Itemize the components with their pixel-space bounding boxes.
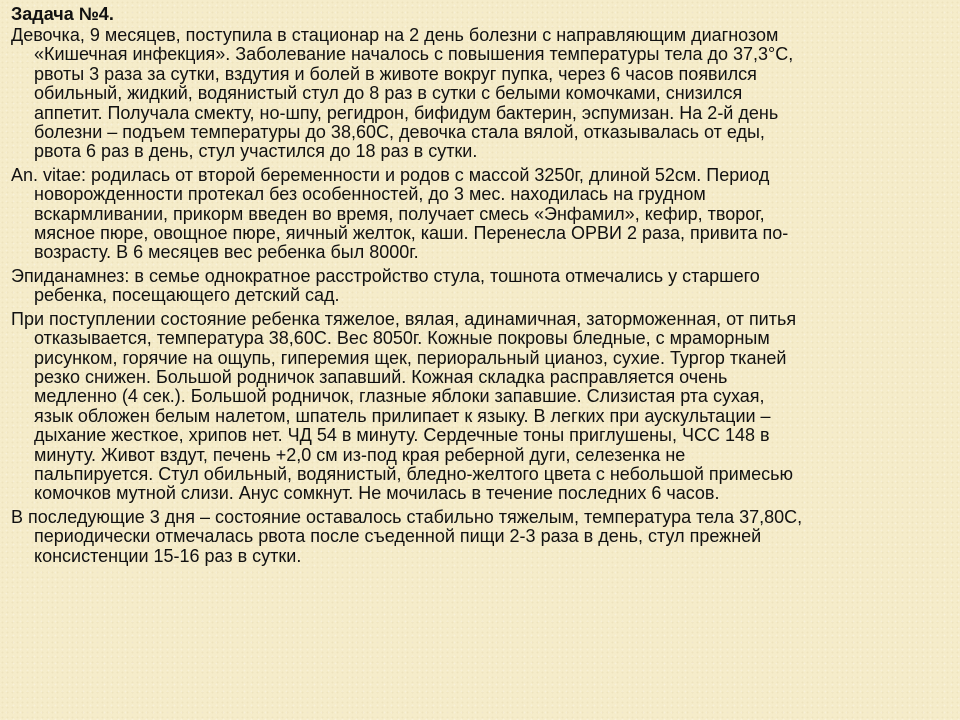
- epidemiological-history-paragraph: Эпиданамнез: в семье однократное расстройство стула, тошнота отмечались у старшего ребенка, посещающего детский сад.: [11, 265, 760, 306]
- case-history-paragraph: Девочка, 9 месяцев, поступила в стационар на 2 день болезни с направляющим диагнозом «Кишечная инфекция». Заболевание началось с повышения температуры тела до 37,3°С, рвоты 3 раза за сутки, вздутия и болей в животе вокруг пупка, через 6 часов появился обильный, жидкий, водянистый стул до 8 раз в сутки с белыми комочками, снизился аппетит. Получала смекту, но-шпу, регидрон, бифидум бактерин, эспумизан. На 2-й день болезни – подъем температуры до 38,60С, девочка стала вялой, отказывалась от еды, рвота 6 раз в день, стул участился до 18 раз в сутки.: [11, 25, 794, 162]
- life-history-paragraph: An. vitae: родилась от второй беременности и родов с массой 3250г, длиной 52см. Период новорожденности протекал без особенностей, до 3 мес. находилась на грудном вскармливании, прикорм введен во время, получает смесь «Энфамил», кефир, творог, мясное пюре, овощное пюре, яичный желток, каши. Перенесла ОРВИ 2 раза, привита по- возрасту. В 6 месяцев вес ребенка был 8000г.: [11, 164, 789, 263]
- admission-status-paragraph: При поступлении состояние ребенка тяжелое, вялая, адинамичная, заторможенная, от питья отказывается, температура 38,60С. Вес 8050г. Кожные покровы бледные, с мраморным рисунком, горячие на ощупь, гиперемия щек, периоральный цианоз, сухие. Тургор тканей резко снижен. Большой родничок запавший. Кожная складка расправляется очень медленно (4 сек.). Большой родничок, глазные яблоки запавшие. Слизистая рта сухая, язык обложен белым налетом, шпатель прилипает к языку. В легких при аускультации – дыхание жесткое, хрипов нет. ЧД 54 в минуту. Сердечные тоны приглушены, ЧСС 148 в минуту. Живот вздут, печень +2,0 см из-под края реберной дуги, селезенка не пальпируется. Стул обильный, водянистый, бледно-желтого цвета с небольшой примесью комочков мутной слизи. Анус сомкнут. Не мочилась в течение последних 6 часов.: [11, 308, 797, 504]
- task-title: Задача №4.: [11, 4, 114, 24]
- follow-up-paragraph: В последующие 3 дня – состояние оставалось стабильно тяжелым, температура тела 37,80С, периодически отмечалась рвота после съеденной пищи 2-3 раза в день, стул прежней консистенции 15-16 раз в сутки.: [11, 506, 803, 566]
